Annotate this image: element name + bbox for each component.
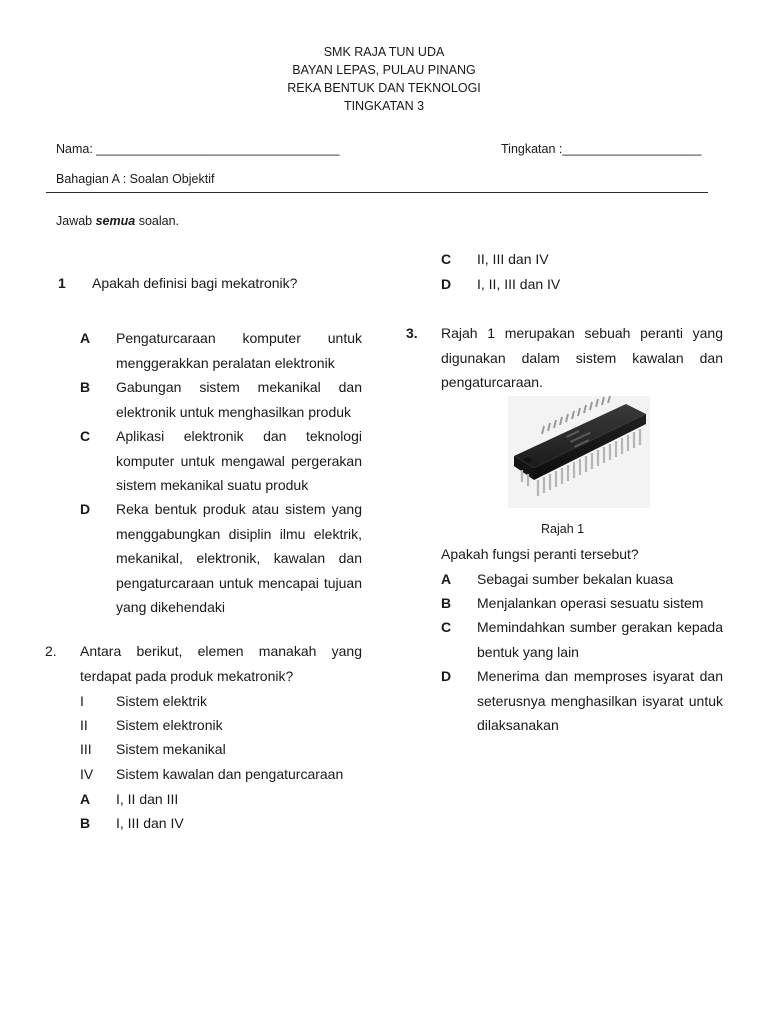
item-text: Sistem elektronik — [116, 717, 223, 733]
q2-option-d[interactable] — [441, 272, 723, 297]
option-letter: B — [441, 595, 452, 611]
instruction — [56, 214, 179, 228]
option-text: II, III dan IV — [477, 251, 549, 267]
roman-numeral: III — [80, 741, 92, 757]
q3-option-c[interactable] — [441, 615, 723, 665]
option-letter: A — [441, 571, 452, 587]
option-text: I, II dan III — [116, 791, 179, 807]
ic-chip-icon — [508, 396, 650, 508]
q3-number: 3. — [406, 325, 418, 341]
option-letter: A — [80, 791, 91, 807]
option-text: Gabungan sistem mekanikal dan elektronik untuk menghasilkan produk — [116, 379, 362, 420]
instruction-emphasis: semua — [95, 214, 136, 228]
q2-item-4 — [80, 762, 362, 787]
figure-caption: Rajah 1 — [541, 522, 585, 536]
q2-item-3 — [80, 737, 362, 762]
q2-option-a[interactable] — [80, 787, 362, 812]
option-text: Reka bentuk produk atau sistem yang menggabungkan disiplin ilmu elektrik, mekanikal, elektronik, kawalan dan pengaturcaraan untuk mencapai tujuan yang dikehendaki — [116, 501, 362, 615]
option-letter: D — [441, 276, 452, 292]
q1-option-b[interactable] — [80, 375, 362, 425]
option-text: I, III dan IV — [116, 815, 184, 831]
grade-title: TINGKATAN 3 — [343, 99, 425, 113]
option-text: Menerima dan memproses isyarat dan seterusnya menghasilkan isyarat untuk dilaksanakan — [477, 668, 723, 733]
q2-number: 2. — [45, 643, 57, 659]
item-text: Sistem elektrik — [116, 693, 208, 709]
school-name: SMK RAJA TUN UDA — [323, 45, 445, 59]
q3-question: Rajah 1 merupakan sebuah peranti yang digunakan dalam sistem kawalan dan pengaturcaraan. — [441, 325, 723, 390]
instruction-post: soalan. — [135, 214, 179, 228]
roman-numeral: II — [80, 717, 88, 733]
q2-option-b[interactable] — [80, 811, 362, 836]
q1-option-d[interactable] — [80, 497, 362, 621]
option-letter: C — [441, 251, 452, 267]
option-letter: B — [80, 379, 91, 395]
q2-item-1 — [80, 689, 362, 714]
q3-option-a[interactable] — [441, 567, 723, 592]
option-text: Memindahkan sumber gerakan kepada bentuk yang lain — [477, 619, 723, 660]
section-divider — [46, 192, 708, 193]
option-letter: D — [80, 501, 91, 517]
option-letter: C — [441, 619, 452, 635]
figure-ic-chip — [508, 396, 650, 508]
subject-title: REKA BENTUK DAN TEKNOLOGI — [287, 81, 481, 95]
q1-number: 1 — [58, 275, 66, 291]
q2-option-c[interactable] — [441, 247, 723, 272]
option-letter: D — [441, 668, 452, 684]
roman-numeral: IV — [80, 766, 94, 782]
school-location: BAYAN LEPAS, PULAU PINANG — [292, 63, 476, 77]
q3-option-d[interactable] — [441, 664, 723, 738]
q3-prompt: Apakah fungsi peranti tersebut? — [441, 546, 639, 562]
option-letter: B — [80, 815, 91, 831]
option-text: Aplikasi elektronik dan teknologi komputer untuk mengawal pergerakan sistem mekanikal suatu produk — [116, 428, 362, 493]
option-letter: A — [80, 330, 91, 346]
class-field: Tingkatan :____________________ — [501, 142, 702, 156]
option-letter: C — [80, 428, 91, 444]
name-field: Nama: ___________________________________ — [56, 142, 340, 156]
item-text: Sistem mekanikal — [116, 741, 226, 757]
q1-option-c[interactable] — [80, 424, 362, 498]
option-text: Sebagai sumber bekalan kuasa — [477, 571, 674, 587]
instruction-pre: Jawab — [56, 214, 96, 228]
option-text: Menjalankan operasi sesuatu sistem — [477, 595, 704, 611]
q2-question: Antara berikut, elemen manakah yang terdapat pada produk mekatronik? — [80, 643, 362, 684]
q3-option-b[interactable] — [441, 591, 723, 616]
option-text: Pengaturcaraan komputer untuk menggerakkan peralatan elektronik — [116, 330, 362, 371]
section-title: Bahagian A : Soalan Objektif — [56, 172, 215, 186]
q1-option-a[interactable] — [80, 326, 362, 376]
q1-question: Apakah definisi bagi mekatronik? — [92, 275, 298, 291]
roman-numeral: I — [80, 693, 84, 709]
option-text: I, II, III dan IV — [477, 276, 561, 292]
item-text: Sistem kawalan dan pengaturcaraan — [116, 766, 344, 782]
q2-item-2 — [80, 713, 362, 738]
